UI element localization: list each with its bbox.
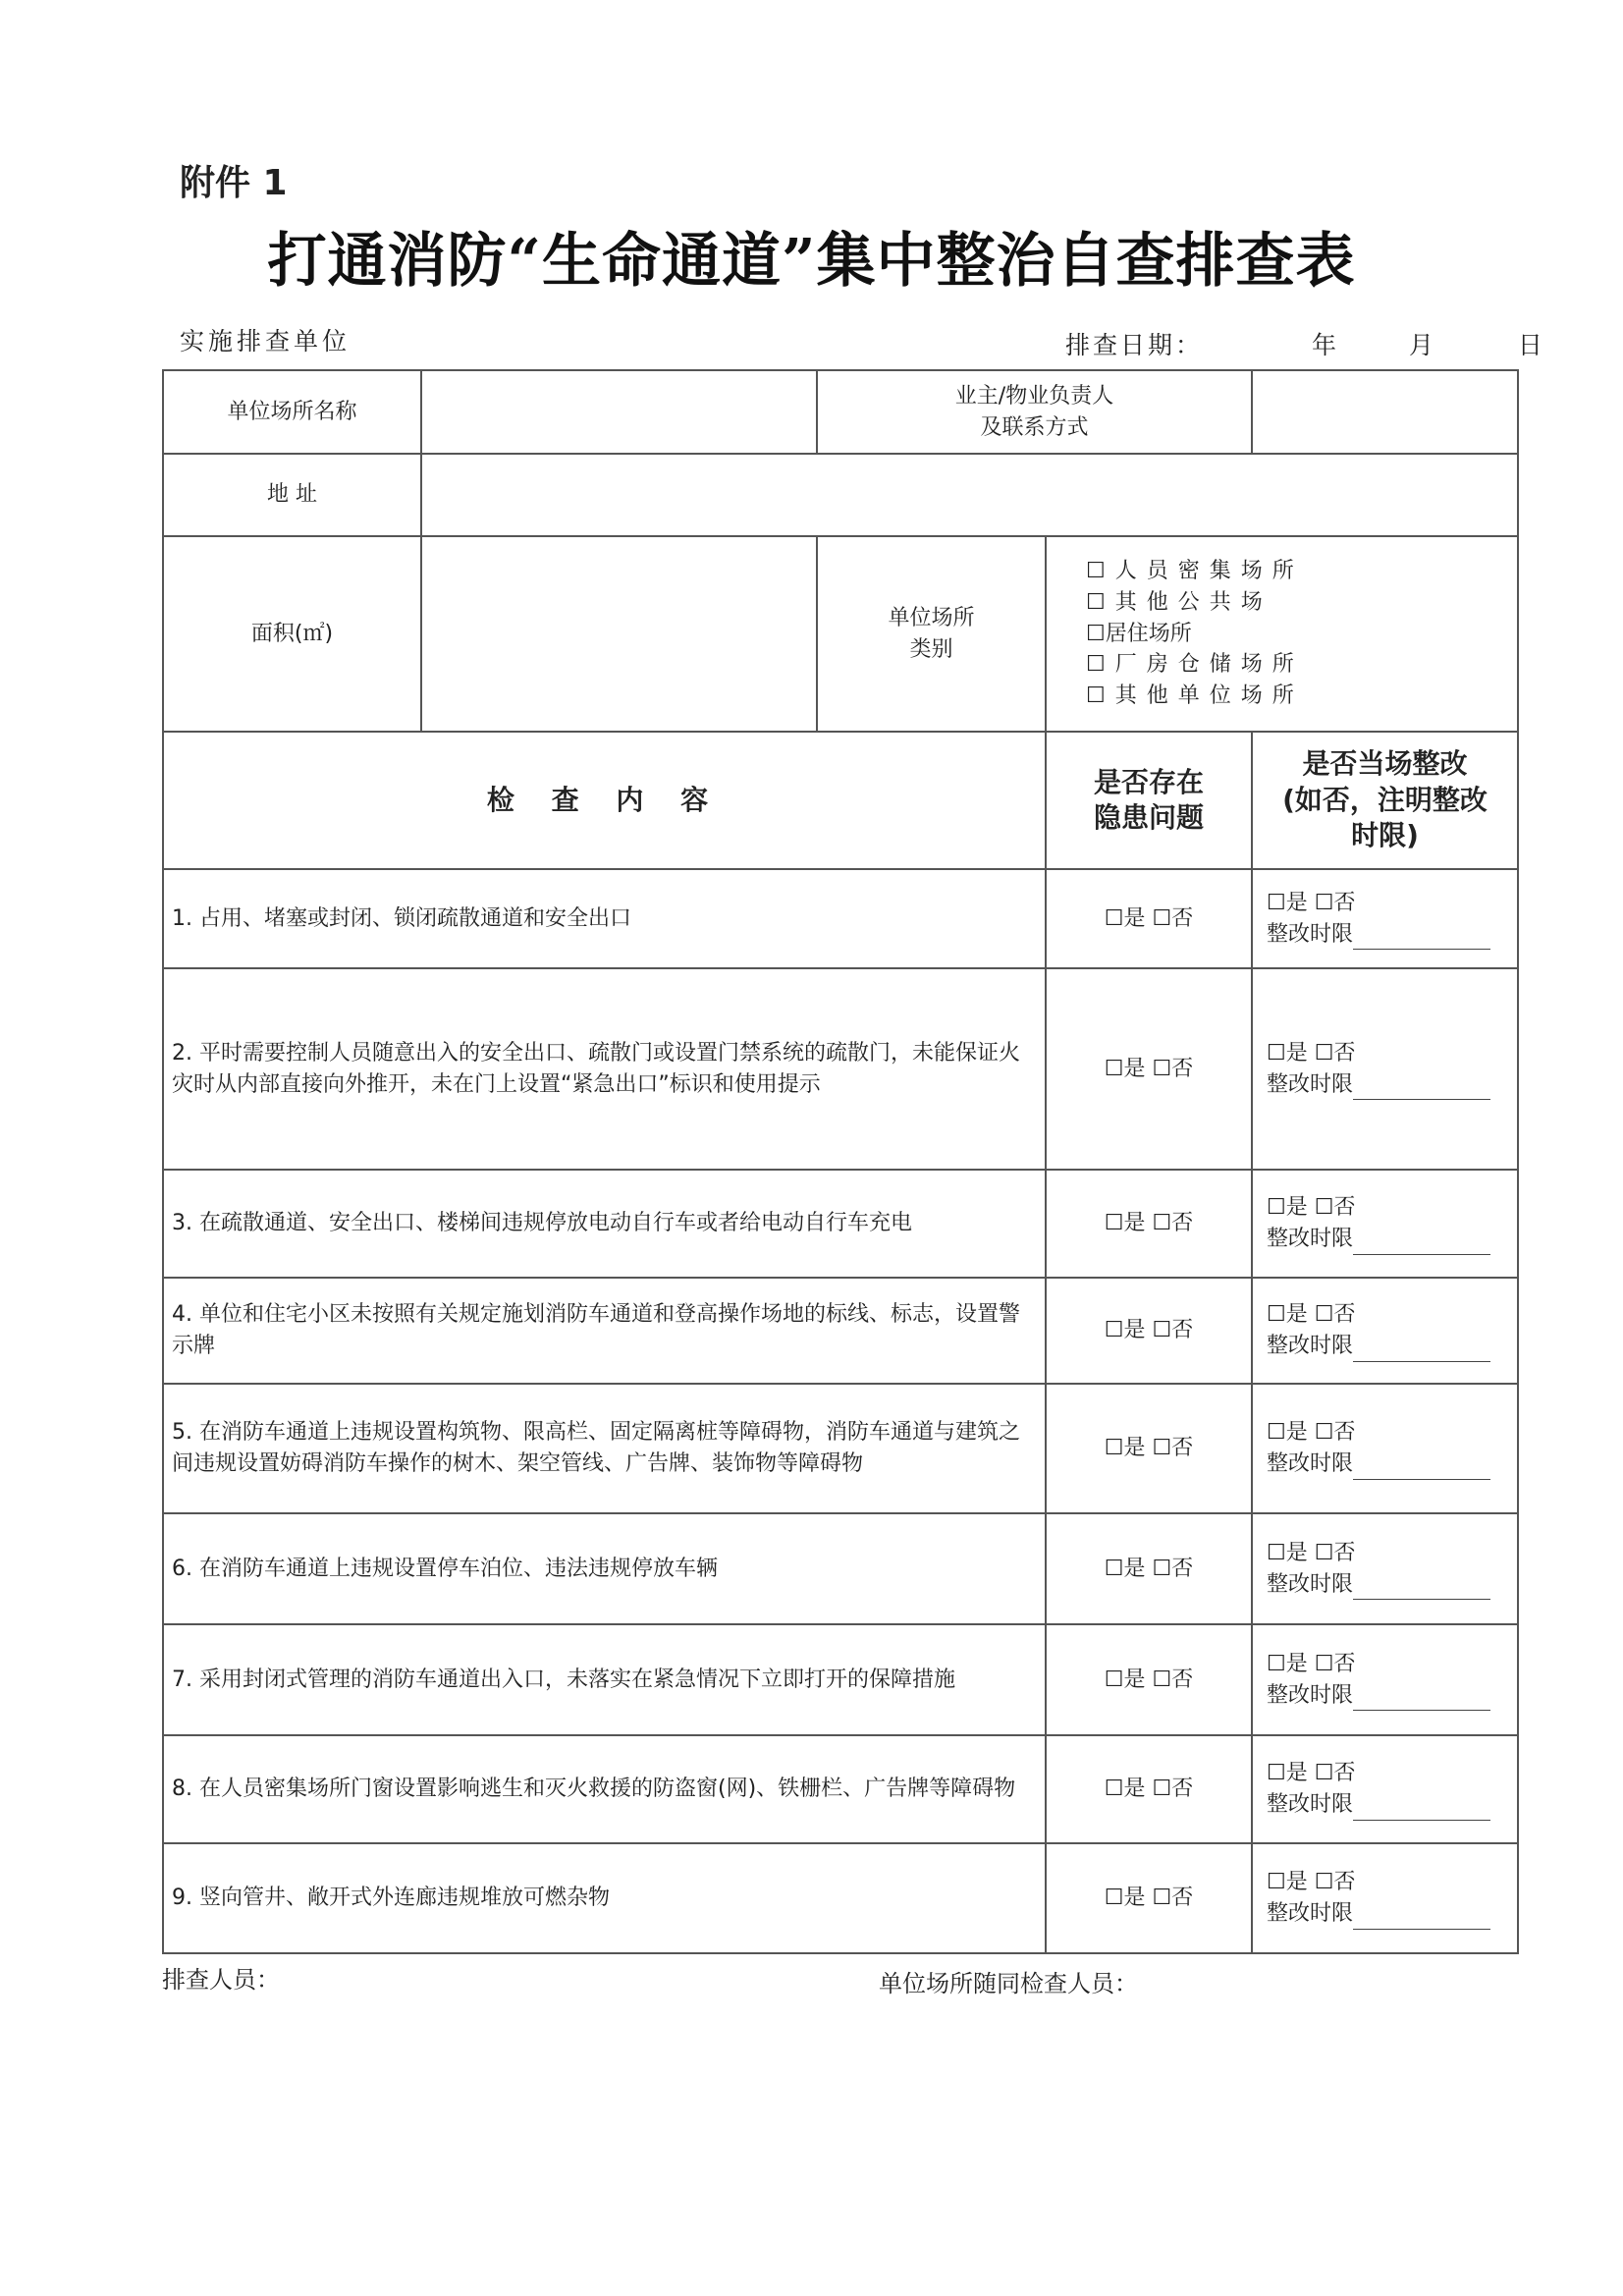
fix-yes-no[interactable]: ☐是 ☐否 xyxy=(1267,1195,1356,1221)
day-label: 日 xyxy=(1517,331,1545,359)
hazard-yes-no[interactable]: ☐是 ☐否 xyxy=(1046,1843,1252,1953)
category-option[interactable]: ☐其他公共场 xyxy=(1086,589,1272,615)
fix-header-line: 时限) xyxy=(1351,819,1419,852)
deadline-label: 整改时限 xyxy=(1267,1571,1354,1597)
category-option[interactable]: ☐厂房仓储场所 xyxy=(1086,652,1304,678)
deadline-field[interactable] xyxy=(1353,1341,1490,1362)
item-text: 3. 在疏散通道、安全出口、楼梯间违规停放电动自行车或者给电动自行车充电 xyxy=(163,1170,1046,1278)
table-row xyxy=(163,1278,1518,1384)
accompany-label: 单位场所随同检查人员： xyxy=(879,1970,1138,1997)
attachment-label: 附件 1 xyxy=(180,163,288,203)
owner-field[interactable] xyxy=(1252,370,1518,454)
hazard-header-line: 是否存在 xyxy=(1094,765,1205,798)
deadline-label: 整改时限 xyxy=(1267,1792,1354,1817)
hazard-yes-no[interactable]: ☐是 ☐否 xyxy=(1046,1170,1252,1278)
inspector-label: 排查人员： xyxy=(162,1966,280,1994)
fix-yes-no[interactable]: ☐是 ☐否 xyxy=(1267,1040,1356,1066)
deadline-field[interactable] xyxy=(1353,929,1490,950)
owner-label-line: 业主/物业负责人 xyxy=(954,383,1114,409)
address-label: 地 址 xyxy=(163,454,421,536)
deadline-label: 整改时限 xyxy=(1267,1071,1354,1097)
deadline-field[interactable] xyxy=(1353,1800,1490,1821)
table-row xyxy=(163,968,1518,1170)
item-text: 7. 采用封闭式管理的消防车通道出入口，未落实在紧急情况下立即打开的保障措施 xyxy=(163,1624,1046,1735)
inspection-table xyxy=(162,369,1519,1954)
hazard-yes-no[interactable]: ☐是 ☐否 xyxy=(1046,1624,1252,1735)
table-row xyxy=(163,1513,1518,1624)
fix-cell xyxy=(1252,1624,1518,1735)
address-field[interactable] xyxy=(421,454,1518,536)
table-row xyxy=(163,869,1518,968)
year-label: 年 xyxy=(1311,331,1339,359)
deadline-field[interactable] xyxy=(1353,1579,1490,1600)
date-label: 排查日期： xyxy=(1065,331,1204,359)
fix-cell xyxy=(1252,1384,1518,1513)
fix-header-line: (如否，注明整改 xyxy=(1282,783,1488,816)
hazard-yes-no[interactable]: ☐是 ☐否 xyxy=(1046,1384,1252,1513)
category-label xyxy=(817,536,1046,732)
area-label: 面积(㎡) xyxy=(163,536,421,732)
unit-label: 实施排查单位 xyxy=(180,327,352,355)
hazard-yes-no[interactable]: ☐是 ☐否 xyxy=(1046,1735,1252,1843)
fix-yes-no[interactable]: ☐是 ☐否 xyxy=(1267,890,1356,915)
item-text: 4. 单位和住宅小区未按照有关规定施划消防车通道和登高操作场地的标线、标志，设置警示牌 xyxy=(163,1278,1046,1384)
deadline-field[interactable] xyxy=(1353,1079,1490,1100)
table-row xyxy=(163,1384,1518,1513)
deadline-label: 整改时限 xyxy=(1267,1227,1354,1251)
fix-yes-no[interactable]: ☐是 ☐否 xyxy=(1267,1420,1356,1446)
fix-cell xyxy=(1252,968,1518,1170)
deadline-label: 整改时限 xyxy=(1267,1334,1354,1358)
hazard-header-line: 隐患问题 xyxy=(1094,801,1205,834)
item-text: 6. 在消防车通道上违规设置停车泊位、违法违规停放车辆 xyxy=(163,1513,1046,1624)
deadline-label: 整改时限 xyxy=(1267,921,1354,947)
fix-yes-no[interactable]: ☐是 ☐否 xyxy=(1267,1540,1356,1565)
fix-cell xyxy=(1252,1170,1518,1278)
deadline-field[interactable] xyxy=(1353,1234,1490,1255)
fix-cell xyxy=(1252,1278,1518,1384)
hazard-yes-no[interactable]: ☐是 ☐否 xyxy=(1046,869,1252,968)
deadline-field[interactable] xyxy=(1353,1690,1490,1711)
fix-yes-no[interactable]: ☐是 ☐否 xyxy=(1267,1870,1356,1895)
fix-header xyxy=(1252,732,1518,869)
category-options xyxy=(1046,536,1518,732)
table-row xyxy=(163,1624,1518,1735)
owner-label xyxy=(817,370,1252,454)
category-option[interactable]: ☐人员密集场所 xyxy=(1086,558,1304,583)
hazard-yes-no[interactable]: ☐是 ☐否 xyxy=(1046,968,1252,1170)
owner-label-line: 及联系方式 xyxy=(980,414,1089,440)
table-row xyxy=(163,1843,1518,1953)
month-label: 月 xyxy=(1408,331,1436,359)
fix-cell xyxy=(1252,1735,1518,1843)
name-field[interactable] xyxy=(421,370,817,454)
area-field[interactable] xyxy=(421,536,817,732)
deadline-label: 整改时限 xyxy=(1267,1901,1354,1926)
category-option[interactable]: ☐其他单位场所 xyxy=(1086,683,1304,709)
fix-yes-no[interactable]: ☐是 ☐否 xyxy=(1267,1761,1356,1786)
page-title: 打通消防“生命通道”集中整治自查排查表 xyxy=(267,227,1356,296)
name-label: 单位场所名称 xyxy=(163,370,421,454)
deadline-field[interactable] xyxy=(1353,1459,1490,1480)
category-option[interactable]: ☐居住场所 xyxy=(1086,621,1192,646)
item-text: 5. 在消防车通道上违规设置构筑物、限高栏、固定隔离桩等障碍物，消防车通道与建筑之间违规设置妨碍消防车操作的树木、架空管线、广告牌、装饰物等障碍物 xyxy=(163,1384,1046,1513)
hazard-yes-no[interactable]: ☐是 ☐否 xyxy=(1046,1278,1252,1384)
table-row xyxy=(163,1170,1518,1278)
fix-cell xyxy=(1252,1843,1518,1953)
fix-header-line: 是否当场整改 xyxy=(1302,747,1468,781)
fix-yes-no[interactable]: ☐是 ☐否 xyxy=(1267,1651,1356,1676)
deadline-field[interactable] xyxy=(1353,1909,1490,1930)
deadline-label: 整改时限 xyxy=(1267,1451,1354,1476)
category-label-line: 单位场所 xyxy=(888,605,975,630)
fix-cell xyxy=(1252,1513,1518,1624)
item-text: 1. 占用、堵塞或封闭、锁闭疏散通道和安全出口 xyxy=(163,869,1046,968)
table-row xyxy=(163,1735,1518,1843)
date-line xyxy=(1065,326,1545,361)
fix-yes-no[interactable]: ☐是 ☐否 xyxy=(1267,1302,1356,1328)
item-text: 8. 在人员密集场所门窗设置影响逃生和灭火救援的防盗窗(网)、铁栅栏、广告牌等障碍物 xyxy=(163,1735,1046,1843)
item-text: 2. 平时需要控制人员随意出入的安全出口、疏散门或设置门禁系统的疏散门，未能保证火灾时从内部直接向外推开，未在门上设置“紧急出口”标识和使用提示 xyxy=(163,968,1046,1170)
item-text: 9. 竖向管井、敞开式外连廊违规堆放可燃杂物 xyxy=(163,1843,1046,1953)
hazard-yes-no[interactable]: ☐是 ☐否 xyxy=(1046,1513,1252,1624)
hazard-header xyxy=(1046,732,1252,869)
fix-cell xyxy=(1252,869,1518,968)
content-header: 检 查 内 容 xyxy=(163,732,1046,869)
deadline-label: 整改时限 xyxy=(1267,1682,1354,1708)
category-label-line: 类别 xyxy=(909,636,953,662)
